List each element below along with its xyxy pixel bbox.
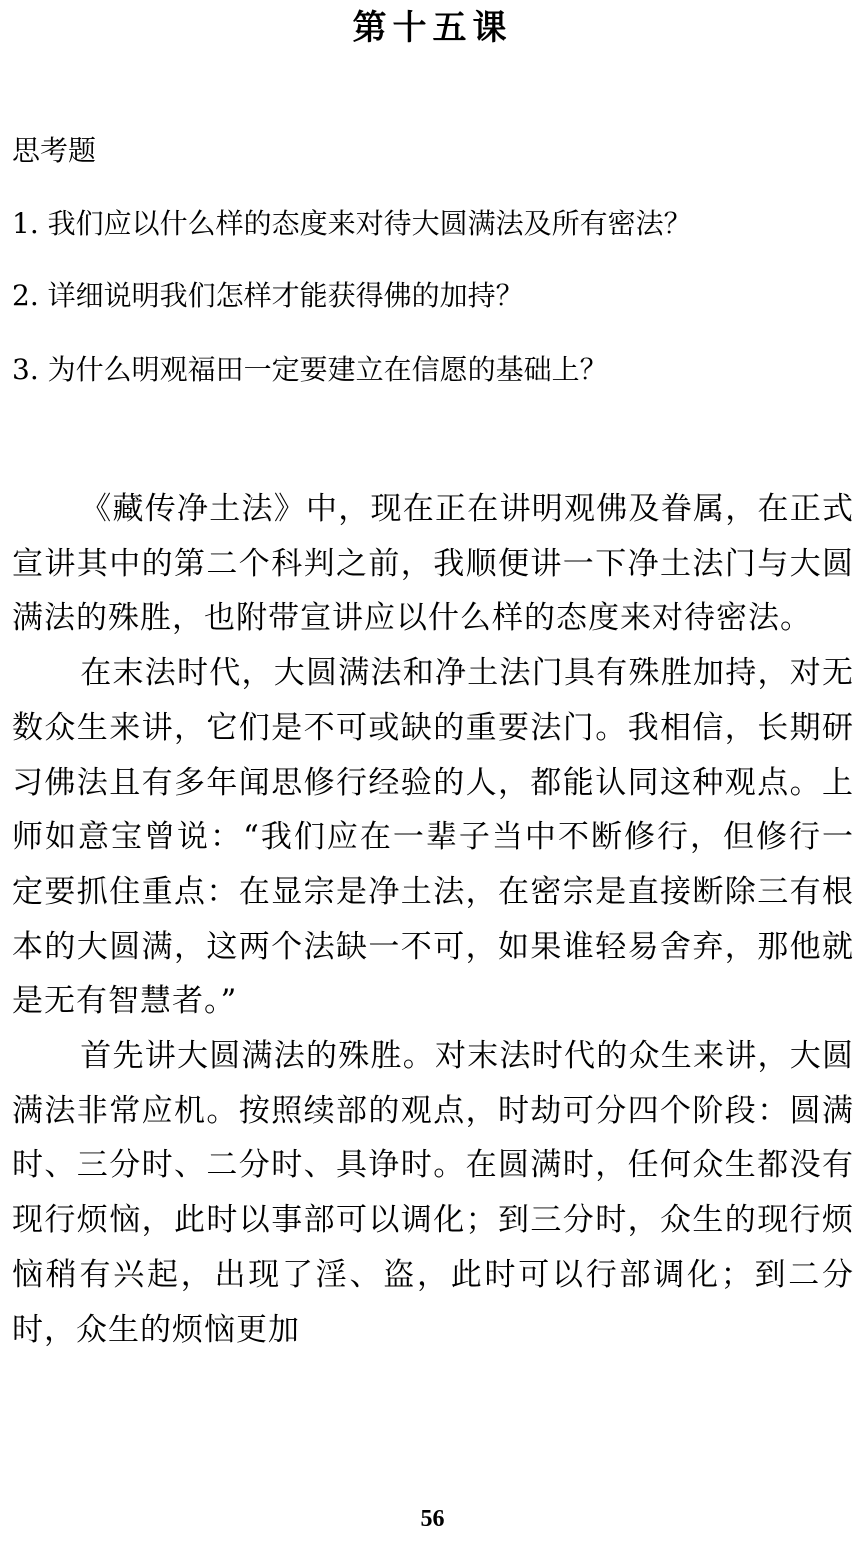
paragraph-2: 在末法时代，大圆满法和净土法门具有殊胜加持，对无数众生来讲，它们是不可或缺的重要法门。我相信，长期研习佛法且有多年闻思修行经验的人，都能认同这种观点。上师如意宝曾说：“我们应在一辈子当中不断修行，但修行一定要抓住重点：在显宗是净土法，在密宗是直接断除三有根本的大圆满，这两个法缺一不可，如果谁轻易舍弃，那他就是无有智慧者。” (12, 655, 854, 1020)
question-item-2: 2. 详细说明我们怎样才能获得佛的加持？ (12, 279, 524, 312)
page-number: 56 (420, 1506, 445, 1532)
lesson-title: 第十五课 (352, 8, 513, 48)
paragraph-1: 《藏传净土法》中，现在正在讲明观佛及眷属，在正式宣讲其中的第二个科判之前，我顺便讲一下净土法门与大圆满法的殊胜，也附带宣讲应以什么样的态度来对待密法。 (12, 491, 854, 637)
questions-heading: 思考题 (12, 134, 97, 167)
body-text (12, 482, 854, 1357)
paragraph-3: 首先讲大圆满法的殊胜。对末法时代的众生来讲，大圆满法非常应机。按照续部的观点，时劫可分四个阶段：圆满时、三分时、二分时、具诤时。在圆满时，任何众生都没有现行烦恼，此时以事部可以调化；到三分时，众生的现行烦恼稍有兴起，出现了淫、盗，此时可以行部调化；到二分时，众生的烦恼更加 (12, 1038, 854, 1348)
question-item-3: 3. 为什么明观福田一定要建立在信愿的基础上？ (12, 353, 608, 386)
question-item-1: 1. 我们应以什么样的态度来对待大圆满法及所有密法？ (12, 207, 692, 240)
